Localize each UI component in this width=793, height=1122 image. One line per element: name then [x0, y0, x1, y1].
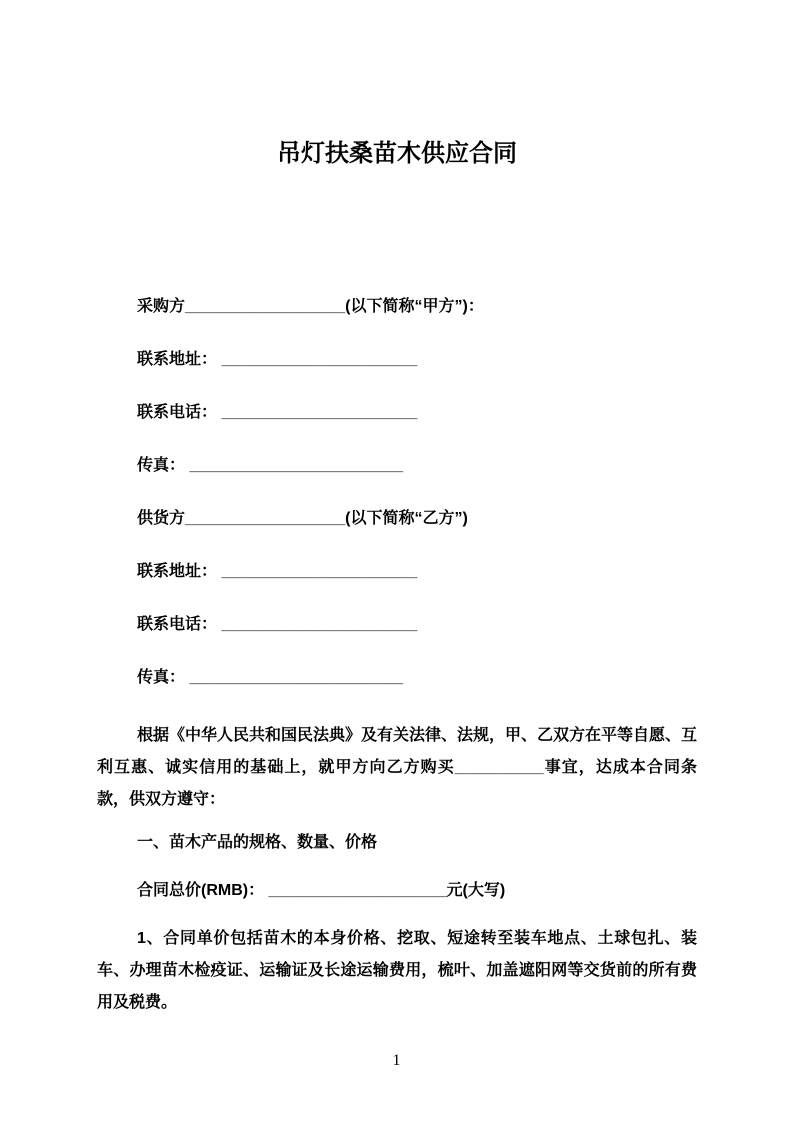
contract-body: [97, 296, 697, 1019]
field-supplier-fax: 传真： ________________________: [137, 669, 404, 686]
field-purchaser-address: 联系地址： ______________________: [137, 351, 418, 368]
section-1-heading: 一、苗木产品的规格、数量、价格: [137, 834, 378, 851]
field-purchaser-fax: 传真： ________________________: [137, 457, 404, 474]
field-purchaser-phone: 联系电话： ______________________: [137, 404, 418, 421]
field-supplier: 供货方__________________(以下简称“乙方”): [137, 510, 468, 527]
clause-1-paragraph: 1、合同单价包括苗木的本身价格、挖取、短途转至装车地点、土球包扎、装车、办理苗木检疫证、运输证及长途运输费用，梳叶、加盖遮阳网等交货前的所有费用及税费。: [97, 930, 697, 1011]
field-supplier-address: 联系地址： ______________________: [137, 563, 418, 580]
total-price-line: 合同总价(RMB)： ____________________元(大写): [137, 882, 506, 899]
page-number: 1: [392, 1052, 401, 1069]
field-purchaser: 采购方__________________(以下简称“甲方”)：: [137, 298, 484, 315]
intro-paragraph: 根据《中华人民共和国民法典》及有关法律、法规，甲、乙双方在平等自愿、互利互惠、诚实信用的基础上，就甲方向乙方购买__________事宜，达成本合同条款，供双方遵守：: [97, 727, 698, 808]
field-supplier-phone: 联系电话： ______________________: [137, 616, 418, 633]
contract-title: 吊灯扶桑苗木供应合同: [277, 140, 517, 167]
